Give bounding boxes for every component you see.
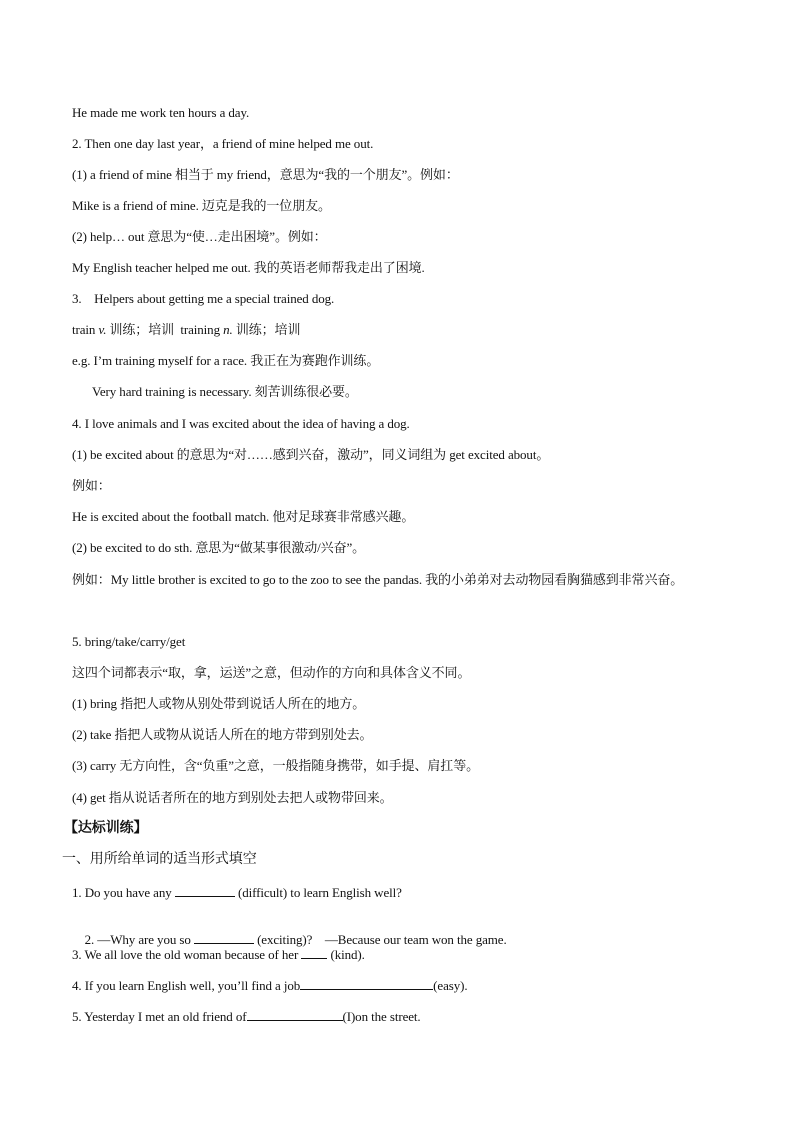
example-line: e.g. I’m training myself for a race. 我正在为赛跑作训练。 [72, 353, 380, 368]
exercise-item [72, 946, 365, 963]
exercise-text: 1. Do you have any [72, 885, 175, 900]
section-heading: 【达标训练】 [64, 821, 148, 836]
text-line: (2) take 指把人或物从说话人所在的地方带到别处去。 [72, 727, 373, 742]
text-line: 例如： [72, 478, 111, 493]
text-line: (3) carry 无方向性，含“负重”之意，一般指随身携带，如手提、肩扛等。 [72, 758, 479, 773]
note-heading: 3. Helpers about getting me a special trained dog. [72, 291, 335, 306]
text-line: (1) bring 指把人或物从别处带到说话人所在的地方。 [72, 696, 366, 711]
example-paragraph: 例如：My little brother is excited to go to the zoo to see the pandas. 我的小弟弟对去动物园看胸猫感到非常兴奋。 [72, 572, 684, 587]
example-line: My English teacher helped me out. 我的英语老师帮我走出了困境. [72, 260, 425, 275]
exercise-text: 5. Yesterday I met an old friend of [72, 1009, 247, 1024]
text-line: (2) help… out 意思为“使…走出困境”。例如： [72, 229, 327, 244]
exercise-item [72, 1008, 421, 1025]
answer-blank[interactable] [175, 884, 235, 897]
exercise-text: 3. We all love the old woman because of her [72, 947, 302, 962]
answer-blank[interactable] [247, 1008, 343, 1021]
exercise-text: 2. —Why are you so [84, 932, 194, 947]
exercise-text: 4. If you learn English well, you’ll find a job [72, 978, 301, 993]
note-heading: 2. Then one day last year，a friend of mine helped me out. [72, 136, 374, 151]
exercise-text: (I)on the street. [342, 1009, 421, 1024]
text-line: 这四个词都表示“取，拿，运送”之意，但动作的方向和具体含义不同。 [72, 665, 471, 680]
part-of-speech: v. [98, 322, 107, 337]
text-line: (1) a friend of mine 相当于 my friend，意思为“我的一个朋友”。例如： [72, 167, 459, 182]
note-heading: 4. I love animals and I was excited about the idea of having a dog. [72, 416, 410, 431]
exercise-item [72, 884, 402, 901]
vocab-definition: 训练；培训 [235, 322, 301, 337]
exercise-text: (easy). [433, 978, 468, 993]
vocab-line [72, 322, 300, 338]
example-line: He is excited about the football match. 他对足球赛非常感兴趣。 [72, 509, 415, 524]
answer-blank[interactable] [300, 977, 433, 990]
text-line: (1) be excited about 的意思为“对……感到兴奋，激动”，同义词组为 get excited about。 [72, 447, 550, 462]
text-line: He made me work ten hours a day. [72, 105, 250, 120]
exercise-text: (kind). [327, 947, 365, 962]
answer-blank[interactable] [301, 946, 327, 959]
exercise-title: 一、用所给单词的适当形式填空 [62, 852, 257, 867]
text-line: (4) get 指从说话者所在的地方到别处去把人或物带回来。 [72, 790, 393, 805]
vocab-word: train [72, 322, 96, 337]
vocab-word: training [180, 322, 220, 337]
exercise-item [72, 977, 467, 994]
exercise-text: (exciting)? —Because our team won the game. [253, 932, 507, 947]
exercise-text: (difficult) to learn English well? [234, 885, 402, 900]
answer-blank[interactable] [194, 931, 254, 944]
vocab-definition: 训练；培训 [109, 322, 175, 337]
example-line: Mike is a friend of mine. 迈克是我的一位朋友。 [72, 198, 331, 213]
part-of-speech: n. [223, 322, 233, 337]
note-heading: 5. bring/take/carry/get [72, 634, 186, 649]
text-line: (2) be excited to do sth. 意思为“做某事很激动/兴奋”。 [72, 540, 366, 555]
example-line: Very hard training is necessary. 刻苦训练很必要。 [92, 384, 358, 399]
